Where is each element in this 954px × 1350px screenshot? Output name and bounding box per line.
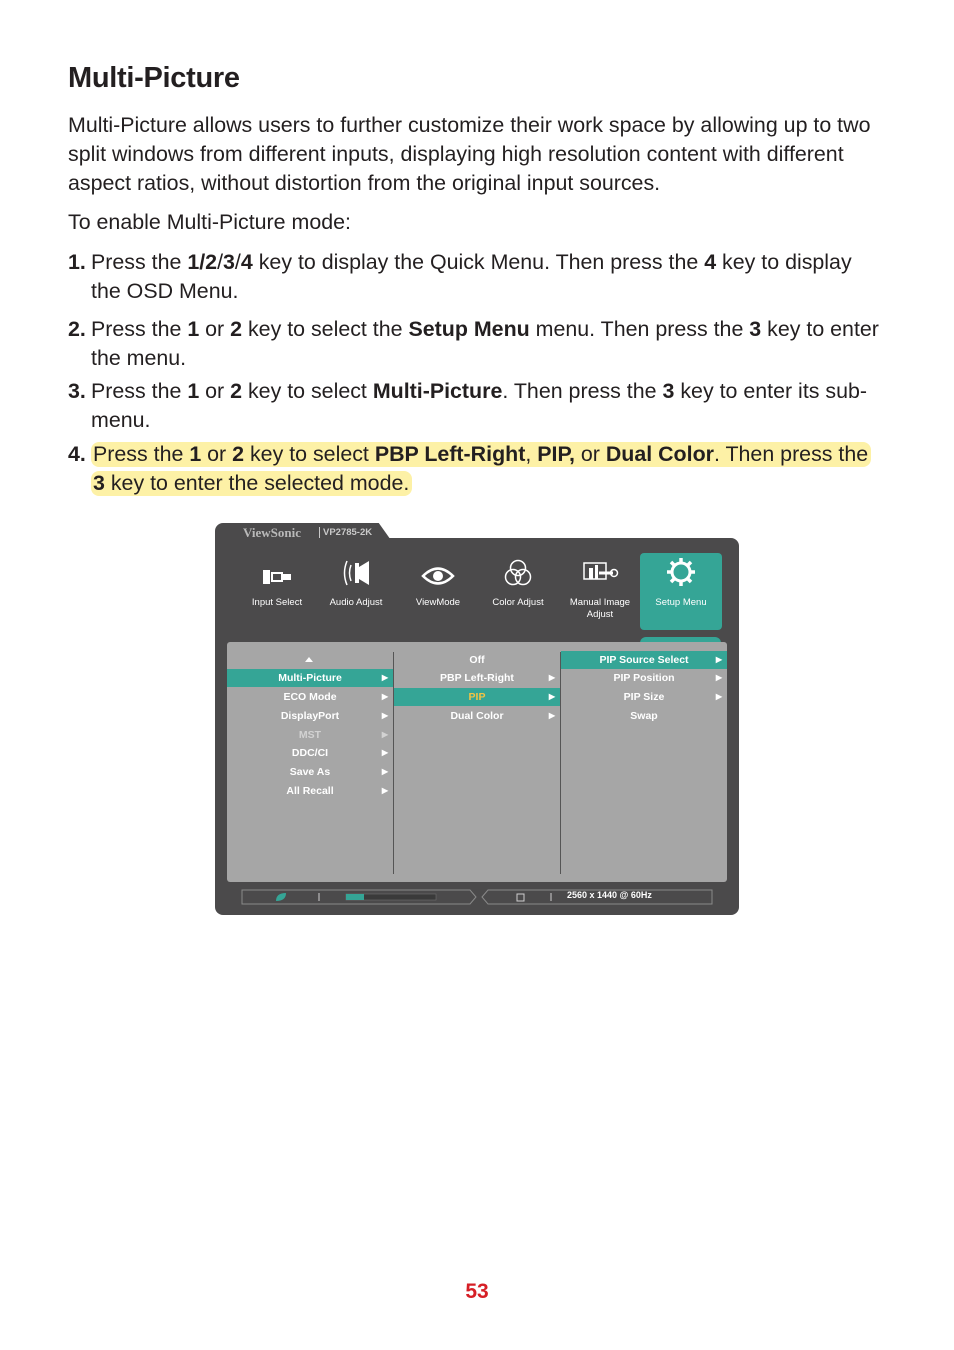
menu-item-pip-position[interactable]: PIP Position ▶: [561, 669, 727, 687]
arrow-right-icon: ▶: [548, 692, 555, 701]
link-icon: [517, 894, 524, 901]
arrow-right-icon: ▶: [381, 730, 388, 739]
menu-item-save-as[interactable]: Save As ▶: [227, 763, 393, 781]
menu-item-pip-source-select[interactable]: PIP Source Select ▶: [561, 651, 727, 669]
step-number: 3.: [68, 379, 86, 403]
scroll-up-arrow-icon[interactable]: [305, 657, 313, 662]
menu-item-all-recall[interactable]: All Recall ▶: [227, 782, 393, 800]
arrow-right-icon: ▶: [381, 748, 388, 757]
arrow-right-icon: ▶: [715, 692, 722, 701]
arrow-right-icon: ▶: [548, 711, 555, 720]
gear-icon: [666, 557, 696, 587]
eye-icon: [421, 565, 455, 587]
menu-item-eco-mode[interactable]: ECO Mode ▶: [227, 688, 393, 706]
menu-item-swap[interactable]: Swap: [630, 710, 658, 722]
arrow-right-icon: ▶: [381, 767, 388, 776]
step-number: 4.: [68, 442, 86, 466]
menu-item-pbp-left-right[interactable]: PBP Left-Right ▶: [394, 669, 560, 687]
arrow-right-icon: ▶: [548, 673, 555, 682]
speaker-icon: [339, 559, 373, 587]
osd-color-adjust[interactable]: Color Adjust: [477, 553, 559, 609]
model-name: VP2785-2K: [319, 527, 372, 538]
step-text: Press the 1/2/3/4 key to display the Quick Menu. Then press the 4 key to display the OSD Menu.: [91, 250, 852, 303]
intro-paragraph: Multi-Picture allows users to further customize their work space by allowing up to two split windows from different inputs, displaying high resolution content with different aspect ratios, without distortion from the original input sources.: [68, 113, 871, 195]
menu-item-ddc-ci[interactable]: DDC/CI ▶: [227, 744, 393, 762]
arrow-right-icon: ▶: [381, 711, 388, 720]
menu-item-mst[interactable]: MST ▶: [227, 726, 393, 744]
resolution-readout: 2560 x 1440 @ 60Hz: [567, 890, 652, 900]
input-plug-icon: [261, 567, 293, 587]
page-title: Multi-Picture: [68, 62, 240, 94]
arrow-right-icon: ▶: [381, 692, 388, 701]
osd-manual-image-adjust[interactable]: Manual Image Adjust: [559, 553, 641, 621]
arrow-right-icon: ▶: [381, 673, 388, 682]
page-number: 53: [465, 1280, 489, 1303]
brand-logo: ViewSonic: [243, 525, 302, 540]
osd-audio-adjust[interactable]: Audio Adjust: [315, 553, 397, 609]
menu-item-pip[interactable]: PIP ▶: [394, 688, 560, 706]
menu-item-pip-size[interactable]: PIP Size ▶: [561, 688, 727, 706]
arrow-right-icon: ▶: [715, 655, 722, 664]
osd-setup-menu[interactable]: Setup Menu: [640, 553, 722, 630]
tools-icon: [581, 559, 619, 587]
menu-item-displayport[interactable]: DisplayPort ▶: [227, 707, 393, 725]
color-circles-icon: [503, 559, 533, 587]
eco-leaf-icon: [276, 893, 286, 901]
enable-instruction: To enable Multi-Picture mode:: [68, 210, 351, 234]
arrow-right-icon: ▶: [715, 673, 722, 682]
step-number: 2.: [68, 317, 86, 341]
osd-viewmode[interactable]: ViewMode: [397, 553, 479, 609]
arrow-right-icon: ▶: [381, 786, 388, 795]
menu-item-off[interactable]: Off: [469, 654, 485, 666]
osd-input-select[interactable]: Input Select: [236, 553, 318, 609]
step-text: Press the 1 or 2 key to select Multi-Picture. Then press the 3 key to enter its sub-menu.: [91, 379, 868, 432]
menu-item-multi-picture[interactable]: Multi-Picture ▶: [227, 669, 393, 687]
step-text: Press the 1 or 2 key to select PBP Left-Right, PIP, or Dual Color. Then press the 3 key to enter the selected mode.: [91, 440, 881, 498]
menu-item-dual-color[interactable]: Dual Color ▶: [394, 707, 560, 725]
step-text: Press the 1 or 2 key to select the Setup Menu menu. Then press the 3 key to enter the menu.: [91, 317, 879, 370]
step-number: 1.: [68, 250, 86, 274]
